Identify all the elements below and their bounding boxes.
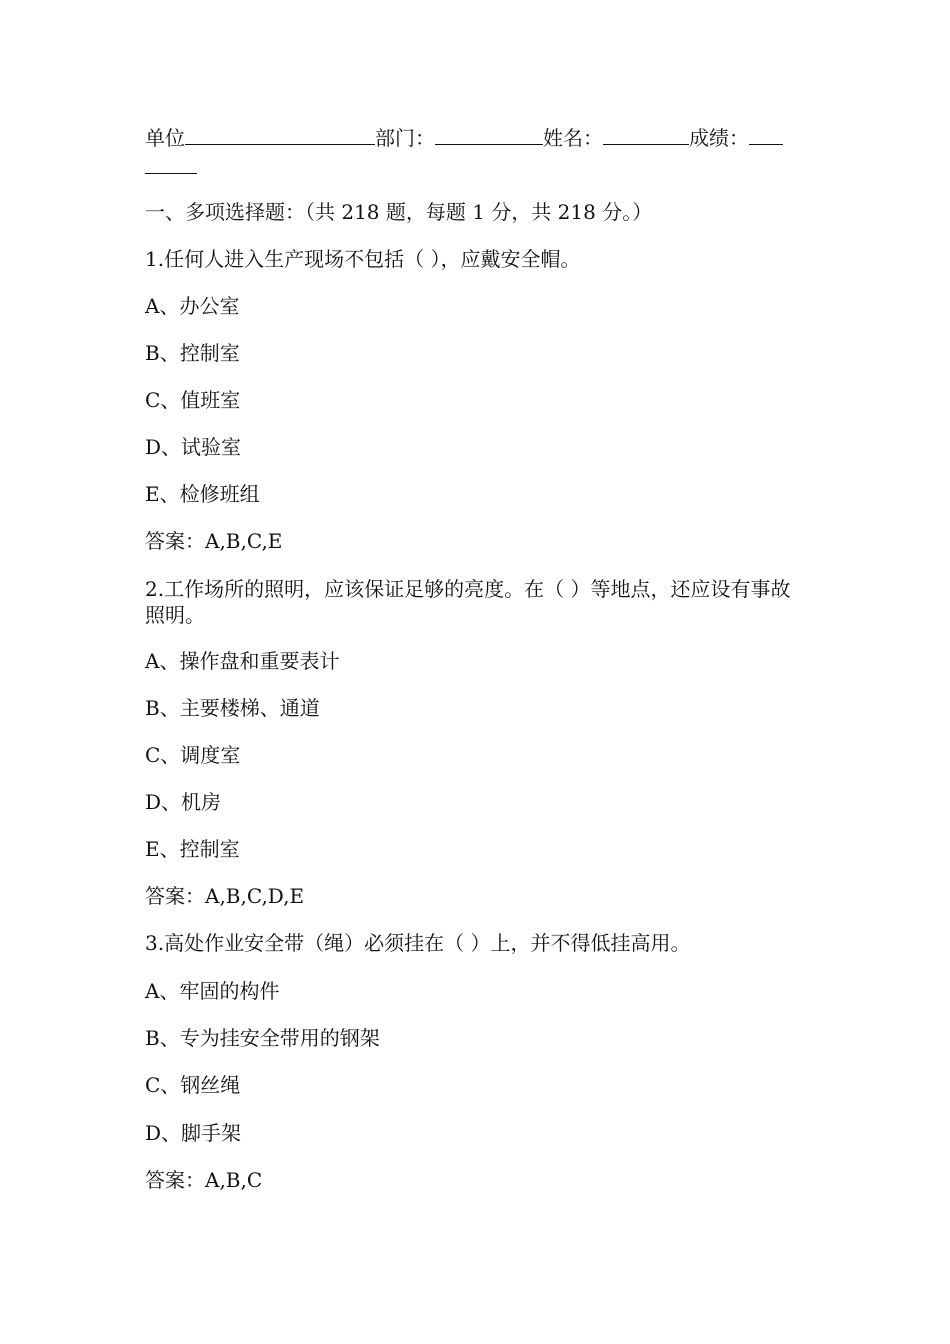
option-item: D、机房 [145,790,222,814]
name-label: 姓名： [543,126,603,150]
answer-text: 答案：A,B,C [145,1168,263,1192]
option-item: D、脚手架 [145,1121,242,1145]
option-item: A、办公室 [145,294,240,318]
option-item: B、控制室 [145,341,240,365]
question-stem: 1.任何人进入生产现场不包括（ ），应戴安全帽。 [145,247,581,271]
question-stem: 3.高处作业安全带（绳）必须挂在（ ）上，并不得低挂高用。 [145,931,691,955]
unit-label: 单位 [145,126,185,150]
dept-label: 部门： [375,126,435,150]
exam-page [145,0,805,1344]
dept-blank [435,126,543,145]
name-blank [603,126,689,145]
score-blank-continued [145,173,197,174]
answer-text: 答案：A,B,C,E [145,529,283,553]
option-item: C、钢丝绳 [145,1073,241,1097]
score-label: 成绩： [689,126,749,150]
option-item: B、主要楼梯、通道 [145,696,320,720]
option-item: C、调度室 [145,743,241,767]
option-item: C、值班室 [145,388,241,412]
option-item: B、专为挂安全带用的钢架 [145,1026,380,1050]
exam-header [145,126,783,150]
section-title: 一、多项选择题：（共 218 题，每题 1 分，共 218 分。） [145,200,653,224]
option-item: D、试验室 [145,435,242,459]
option-item: A、牢固的构件 [145,979,280,1003]
score-blank [749,126,783,145]
question-stem: 2.工作场所的照明，应该保证足够的亮度。在（ ）等地点，还应设有事故照明。 [145,577,791,627]
unit-blank [185,126,375,145]
option-item: A、操作盘和重要表计 [145,649,340,673]
option-item: E、检修班组 [145,482,260,506]
option-item: E、控制室 [145,837,240,861]
answer-text: 答案：A,B,C,D,E [145,884,305,908]
